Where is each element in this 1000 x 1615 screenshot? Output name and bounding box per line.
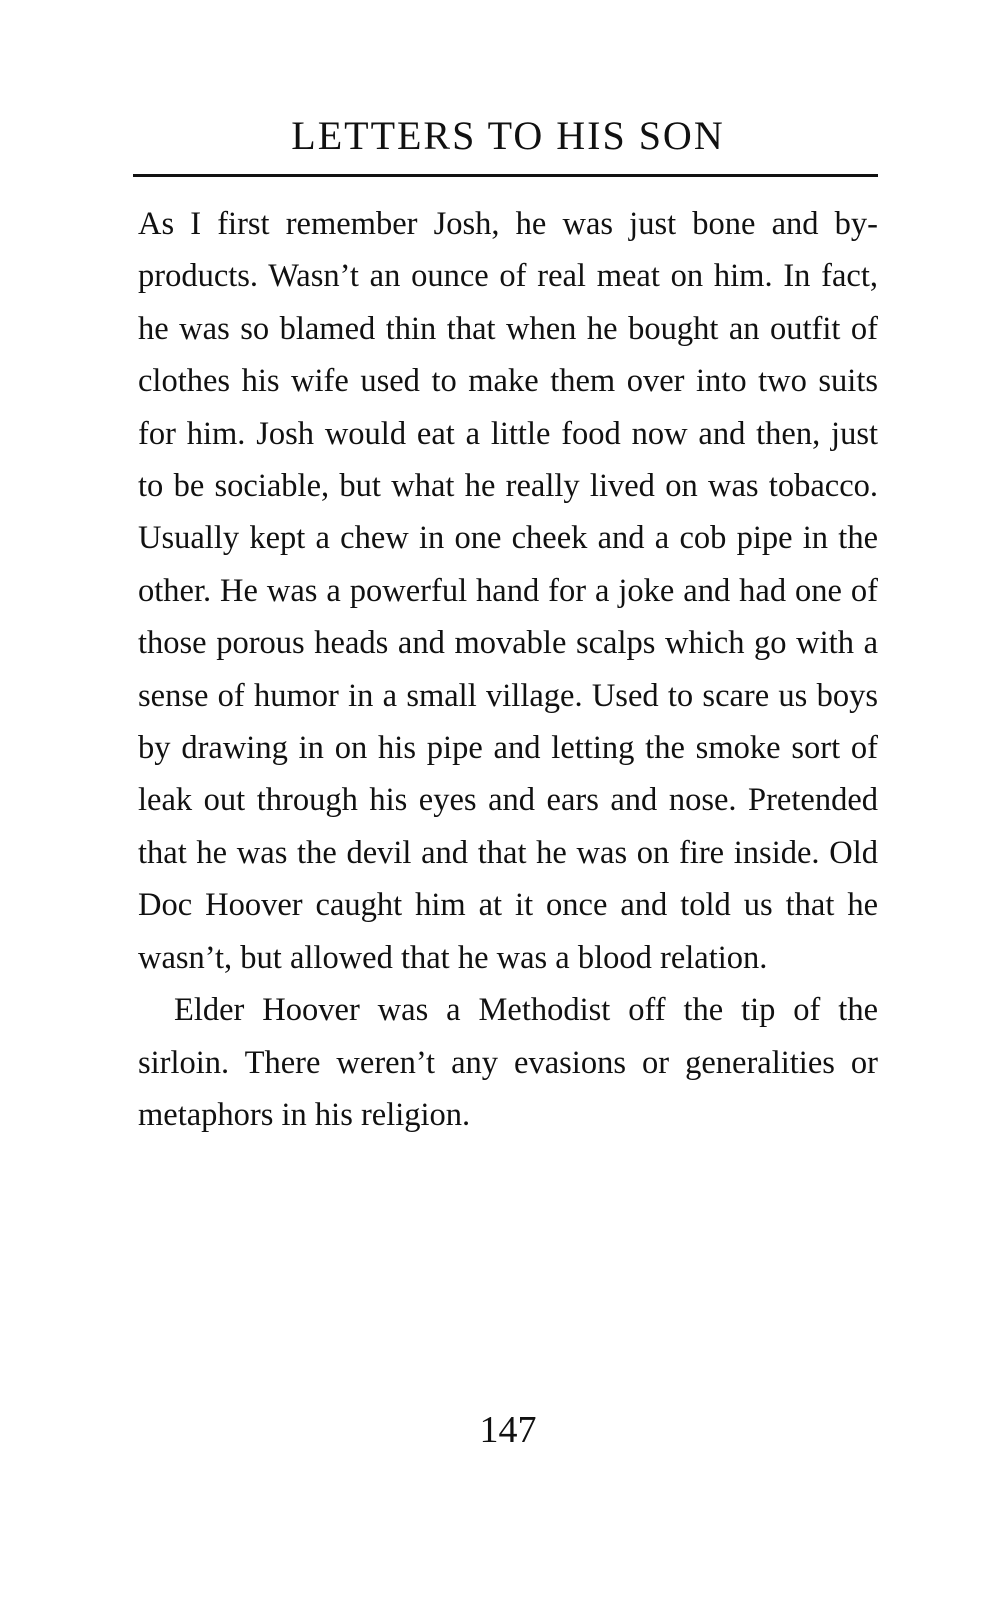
paragraph-elder-hoover: Elder Hoover was a Methodist off the tip of the sirloin. There weren’t any evasions or generalities or metaphors in his religion. (138, 992, 878, 1133)
paragraph-josh: As I first remember Josh, he was just bone and by-products. Wasn’t an ounce of real meat on him. In fact, he was so blamed thin that when he bought an outfit of clothes his wife used to make them over into two suits for him. Josh would eat a little food now and then, just to be sociable, but what he really lived on was tobacco. Usually kept a chew in one cheek and a cob pipe in the other. He was a powerful hand for a joke and had one of those porous heads and movable scalps which go with a sense of humor in a small village. Used to scare us boys by drawing in on his pipe and letting the smoke sort of leak out through his eyes and ears and nose. Pretended that he was the devil and that he was on fire inside. Old Doc Hoover caught him at it once and told us that he wasn’t, but allowed that he was a blood relation. (138, 206, 878, 976)
page-number: 147 (479, 1409, 537, 1451)
body-text (138, 198, 878, 1141)
running-head-title: LETTERS TO HIS SON (291, 113, 725, 158)
header-rule (133, 174, 878, 177)
